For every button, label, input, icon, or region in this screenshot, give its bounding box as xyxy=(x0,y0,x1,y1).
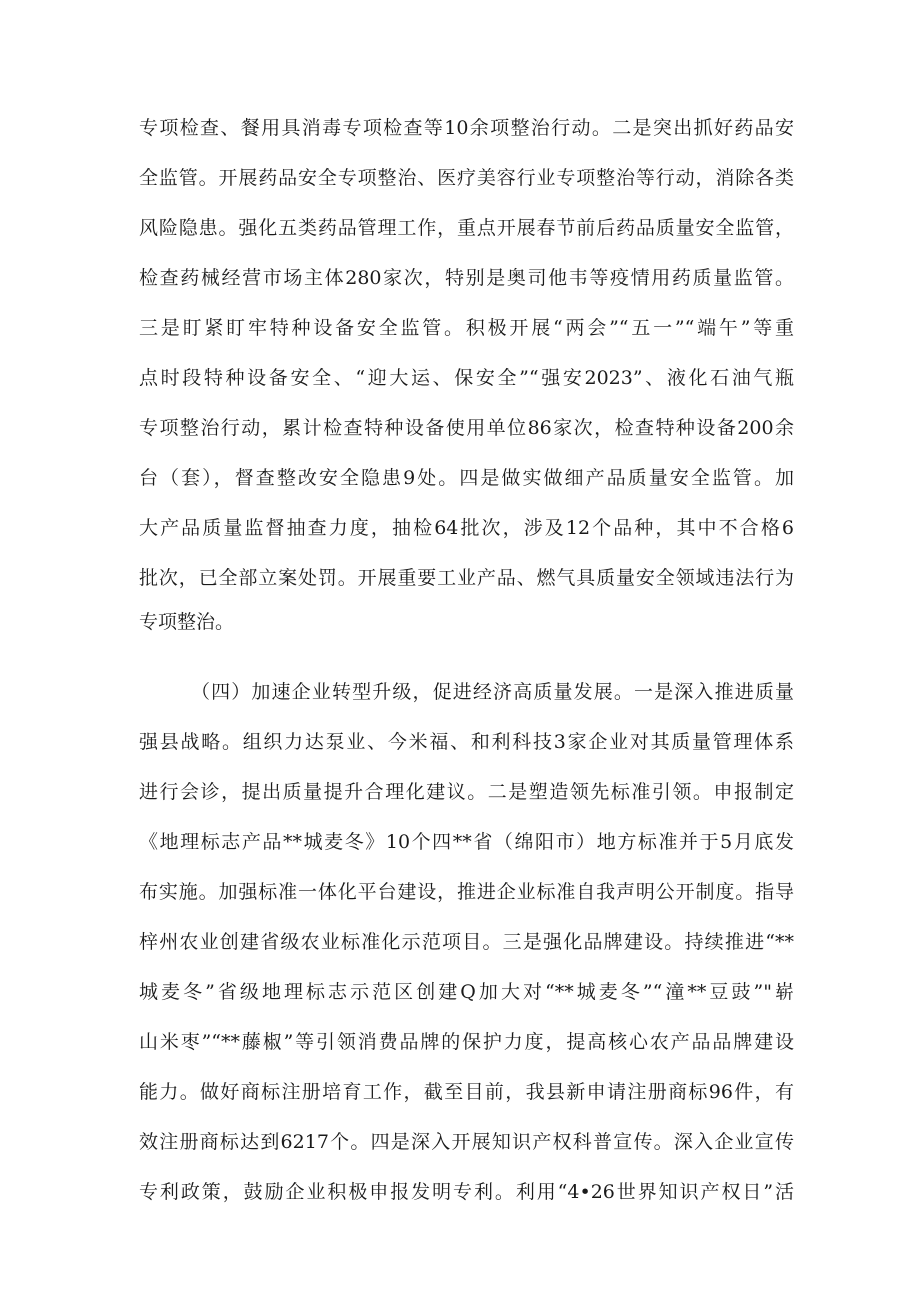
text-line: 城麦冬”省级地理标志示范区创建Q加大对“**城麦冬”“潼**豆豉”"崭 xyxy=(139,981,794,1003)
text-line-last: 专项整治。 xyxy=(139,611,235,633)
text-line: 专利政策，鼓励企业积极申报发明专利。利用“4•26世界知识产权日”活 xyxy=(139,1181,794,1203)
text-line: 台（套），督查整改安全隐患9处。四是做实做细产品质量安全监管。加 xyxy=(139,467,794,489)
section-heading-line: （四）加速企业转型升级，促进经济高质量发展。一是深入推进质量 xyxy=(191,681,794,703)
text-line: 专项整治行动，累计检查特种设备使用单位86家次，检查特种设备200余 xyxy=(139,417,794,439)
text-line: 强县战略。组织力达泵业、今米福、和利科技3家企业对其质量管理体系 xyxy=(139,731,794,753)
text-line: 专项检查、餐用具消毒专项检查等10余项整治行动。二是突出抓好药品安 xyxy=(139,117,794,139)
text-line: 检查药械经营市场主体280家次，特别是奥司他韦等疫情用药质量监管。 xyxy=(139,267,794,289)
text-line: 大产品质量监督抽查力度，抽检64批次，涉及12个品种，其中不合格6 xyxy=(139,517,794,539)
text-line: 布实施。加强标准一体化平台建设，推进企业标准自我声明公开制度。指导 xyxy=(139,881,794,903)
text-line: 批次，已全部立案处罚。开展重要工业产品、燃气具质量安全领域违法行为 xyxy=(139,567,794,589)
text-line: 风险隐患。强化五类药品管理工作，重点开展春节前后药品质量安全监管， xyxy=(139,217,794,239)
text-line: 进行会诊，提出质量提升合理化建议。二是塑造领先标准引领。申报制定 xyxy=(139,781,794,803)
text-line: 三是盯紧盯牢特种设备安全监管。积极开展“两会”“五一”“端午”等重 xyxy=(139,317,794,339)
text-line: 《地理标志产品**城麦冬》10个四**省（绵阳市）地方标准并于5月底发 xyxy=(139,831,794,853)
text-line: 梓州农业创建省级农业标准化示范项目。三是强化品牌建设。持续推进“** xyxy=(139,931,794,953)
text-line: 全监管。开展药品安全专项整治、医疗美容行业专项整治等行动，消除各类 xyxy=(139,167,794,189)
text-line: 山米枣”“**藤椒”等引领消费品牌的保护力度，提高核心农产品品牌建设 xyxy=(139,1031,794,1053)
text-line: 效注册商标达到6217个。四是深入开展知识产权科普宣传。深入企业宣传 xyxy=(139,1131,794,1153)
text-line: 能力。做好商标注册培育工作，截至目前，我县新申请注册商标96件，有 xyxy=(139,1081,794,1103)
text-line: 点时段特种设备安全、“迎大运、保安全”“强安2023”、液化石油气瓶 xyxy=(139,367,794,389)
